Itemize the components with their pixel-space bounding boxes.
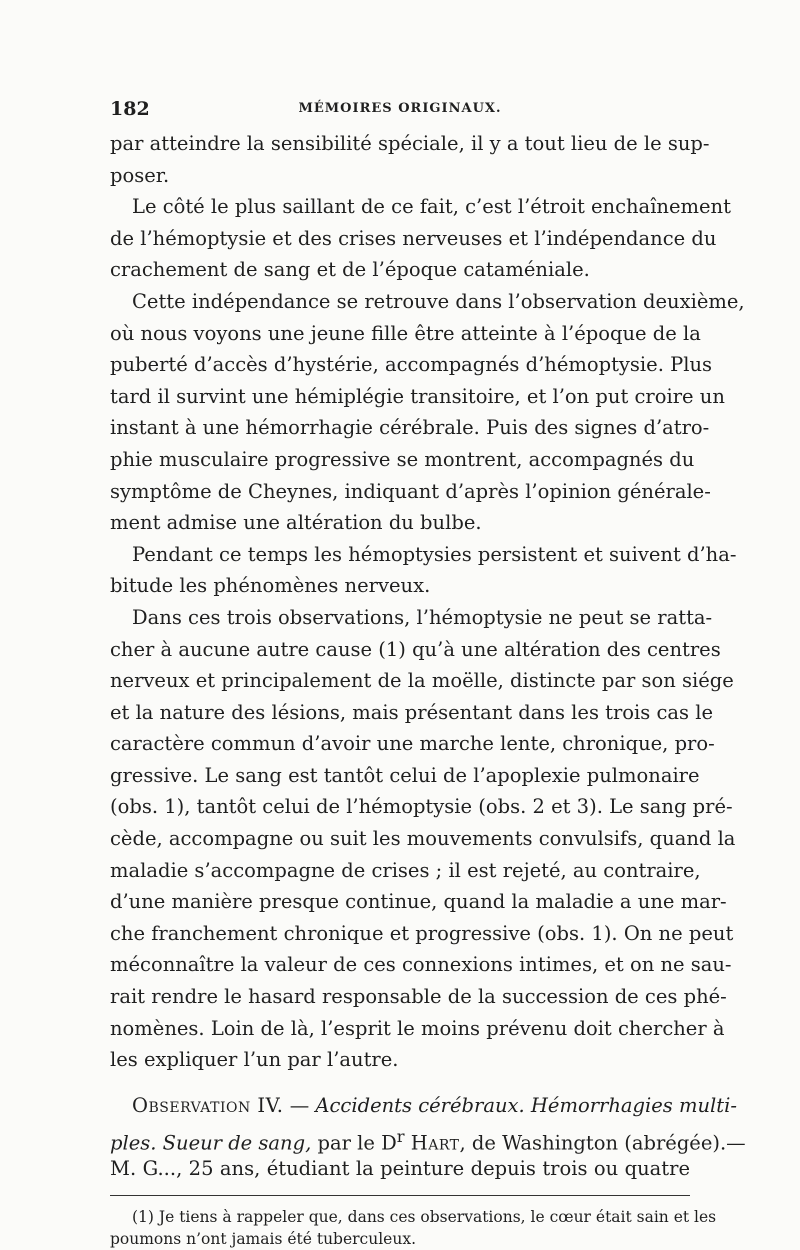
- text-line: maladie s’accompagne de crises ; il est rejeté, au contraire,: [110, 858, 701, 882]
- text-line: bitude les phénomènes nerveux.: [110, 574, 431, 598]
- observation-title: Accidents cérébraux. Hémorrhagies multi-: [315, 1093, 737, 1117]
- footnote-line: (1) Je tiens à rappeler que, dans ces observations, le cœur était sain et les: [132, 1207, 717, 1226]
- text-line: les expliquer l’un par l’autre.: [110, 1048, 399, 1072]
- text-line: tard il survint une hémiplégie transitoire, et l’on put croire un: [110, 384, 725, 408]
- page-number: 182: [110, 98, 150, 120]
- observation-source: , de Washington (abrégée).—: [459, 1131, 746, 1155]
- text-line: et la nature des lésions, mais présentant dans les trois cas le: [110, 700, 714, 724]
- running-title: MÉMOIRES ORIGINAUX.: [298, 101, 502, 116]
- observation-title-line: [110, 1121, 746, 1155]
- text-line: cède, accompagne ou suit les mouvements convulsifs, quand la: [110, 827, 736, 851]
- text-line: gressive. Le sang est tantôt celui de l’apoplexie pulmonaire: [110, 763, 700, 787]
- observation-heading: [110, 1090, 746, 1185]
- footnote: [110, 1206, 717, 1250]
- document-page: [110, 98, 746, 1250]
- text-line: poser.: [110, 163, 170, 187]
- footnote-rule: [110, 1195, 690, 1196]
- body-text: [110, 128, 745, 1076]
- text-line: ment admise une altération du bulbe.: [110, 511, 482, 535]
- text-line: de l’hémoptysie et des crises nerveuses et l’indépendance du: [110, 226, 717, 250]
- text-line: Cette indépendance se retrouve dans l’observation deuxième,: [132, 289, 745, 313]
- text-line: rait rendre le hasard responsable de la succession de ces phé-: [110, 985, 727, 1009]
- text-line: phie musculaire progressive se montrent, accompagnés du: [110, 447, 695, 471]
- text-line: (obs. 1), tantôt celui de l’hémoptysie (obs. 2 et 3). Le sang pré-: [110, 795, 733, 819]
- text-line: par atteindre la sensibilité spéciale, il y a tout lieu de le sup-: [110, 132, 710, 155]
- text-line: cher à aucune autre cause (1) qu’à une altération des centres: [110, 637, 721, 661]
- observation-author: Hart: [410, 1131, 460, 1155]
- text-line: che franchement chronique et progressive (obs. 1). On ne peut: [110, 921, 734, 945]
- observation-title-cont: ples. Sueur de sang,: [110, 1131, 312, 1155]
- text-line: nerveux et principalement de la moëlle, distincte par son siége: [110, 669, 734, 693]
- text-line: instant à une hémorrhagie cérébrale. Puis des signes d’atro-: [110, 416, 710, 440]
- running-head: [110, 98, 690, 120]
- observation-by: par le D: [311, 1131, 397, 1155]
- text-line: symptôme de Cheynes, indiquant d’après l’opinion générale-: [110, 479, 711, 503]
- text-line: puberté d’accès d’hystérie, accompagnés d’hémoptysie. Plus: [110, 353, 713, 377]
- observation-label: Observation IV.: [132, 1093, 284, 1117]
- text-line: où nous voyons une jeune fille être atteinte à l’époque de la: [110, 321, 701, 345]
- footnote-line: poumons n’ont jamais été tuberculeux.: [110, 1229, 416, 1248]
- text-line: d’une manière presque continue, quand la maladie a une mar-: [110, 890, 727, 914]
- observation-dash: —: [283, 1093, 316, 1117]
- text-line: Pendant ce temps les hémoptysies persistent et suivent d’ha-: [132, 542, 737, 566]
- text-line: nomènes. Loin de là, l’esprit le moins prévenu doit chercher à: [110, 1016, 725, 1040]
- observation-title-line: [110, 1090, 737, 1122]
- text-line: M. G..., 25 ans, étudiant la peinture depuis trois ou quatre: [110, 1157, 690, 1180]
- text-line: Le côté le plus saillant de ce fait, c’est l’étroit enchaînement: [132, 195, 731, 219]
- text-line: méconnaître la valeur de ces connexions intimes, et on ne sau-: [110, 953, 732, 977]
- text-line: crachement de sang et de l’époque cataméniale.: [110, 258, 590, 282]
- text-line: caractère commun d’avoir une marche lente, chronique, pro-: [110, 732, 715, 756]
- text-line: Dans ces trois observations, l’hémoptysie ne peut se ratta-: [132, 605, 713, 629]
- doctor-abbrev-sup: r: [396, 1127, 405, 1147]
